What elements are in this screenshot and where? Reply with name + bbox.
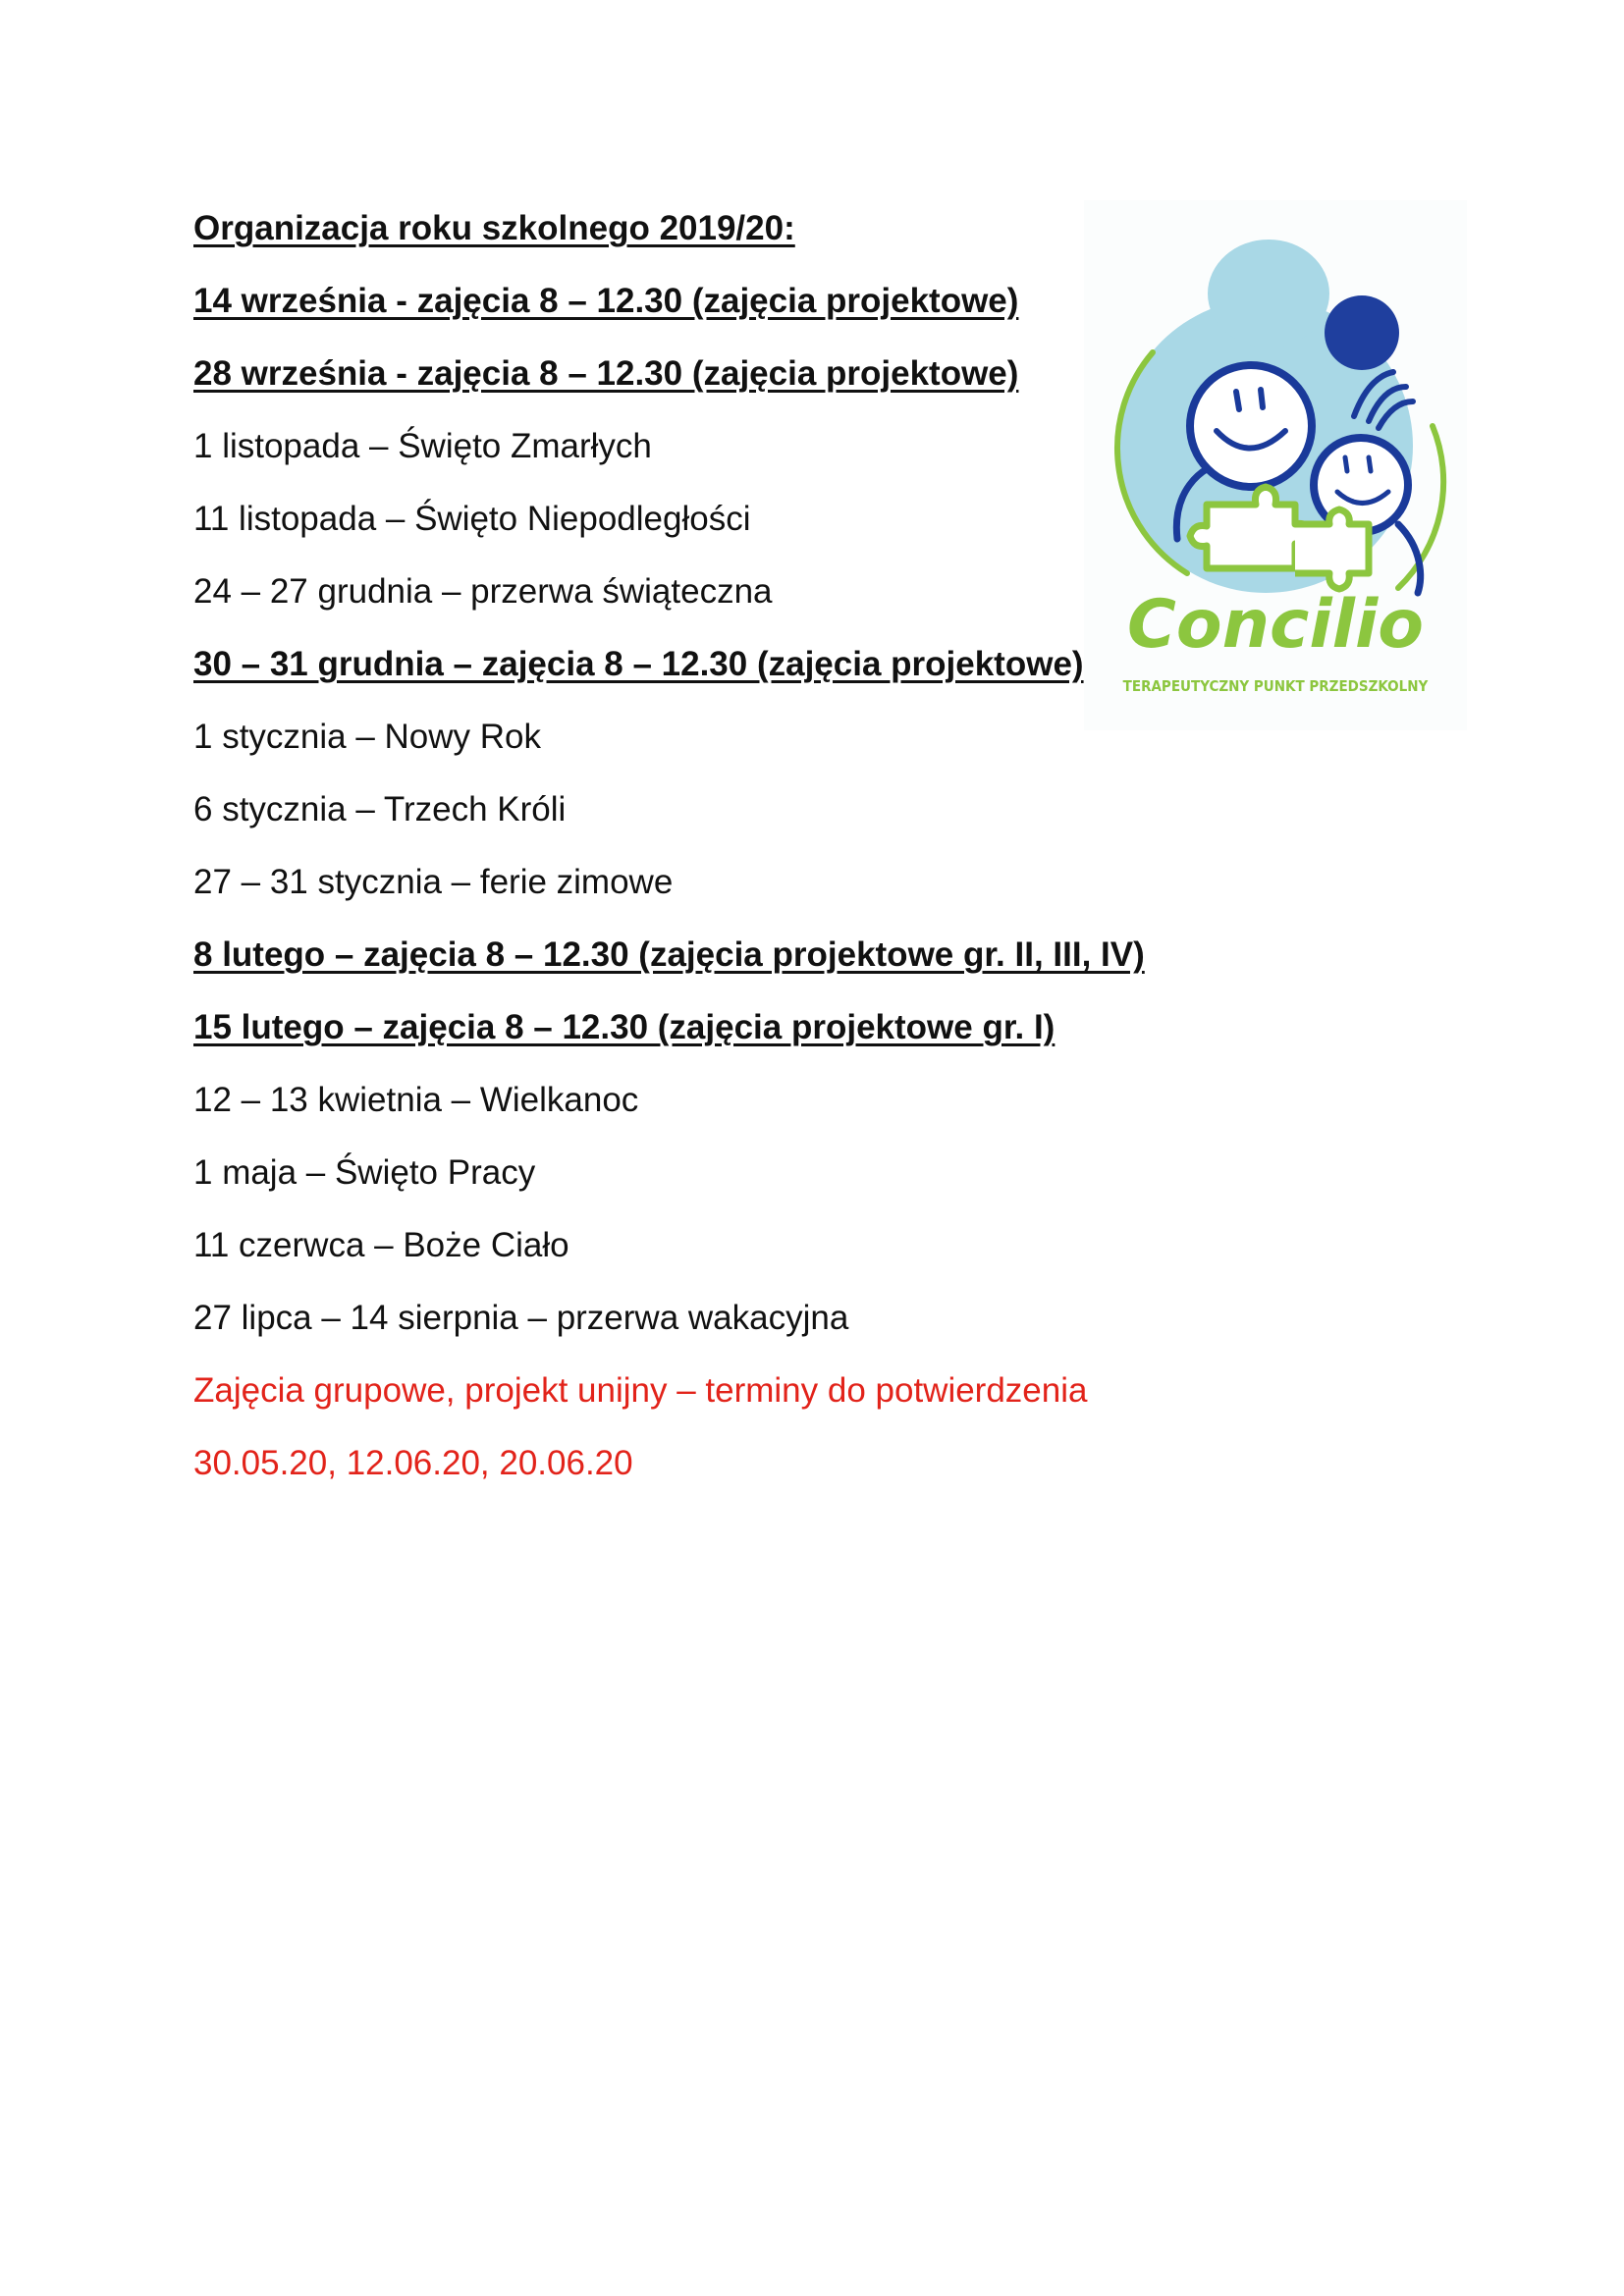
schedule-list xyxy=(193,192,1224,1500)
schedule-line: 30 – 31 grudnia – zajęcia 8 – 12.30 (zajęcia projektowe) xyxy=(193,645,1084,683)
schedule-line: 27 – 31 stycznia – ferie zimowe xyxy=(193,863,674,901)
schedule-line: Zajęcia grupowe, projekt unijny – terminy do potwierdzenia xyxy=(193,1371,1088,1410)
schedule-line: 1 maja – Święto Pracy xyxy=(193,1153,536,1192)
schedule-line: 12 – 13 kwietnia – Wielkanoc xyxy=(193,1081,639,1119)
schedule-line: 1 listopada – Święto Zmarłych xyxy=(193,427,652,465)
schedule-line: 30.05.20, 12.06.20, 20.06.20 xyxy=(193,1444,633,1482)
schedule-line: 15 lutego – zajęcia 8 – 12.30 (zajęcia projektowe gr. I) xyxy=(193,1008,1056,1046)
schedule-line: 14 września - zajęcia 8 – 12.30 (zajęcia projektowe) xyxy=(193,282,1019,320)
schedule-line: 8 lutego – zajęcia 8 – 12.30 (zajęcia projektowe gr. II, III, IV) xyxy=(193,935,1145,974)
schedule-line: 24 – 27 grudnia – przerwa świąteczna xyxy=(193,572,773,611)
concilio-logo xyxy=(1084,200,1467,730)
schedule-line: 11 listopada – Święto Niepodległości xyxy=(193,500,751,538)
schedule-line: 28 września - zajęcia 8 – 12.30 (zajęcia projektowe) xyxy=(193,354,1019,393)
schedule-line: 11 czerwca – Boże Ciało xyxy=(193,1226,569,1264)
schedule-line: Organizacja roku szkolnego 2019/20: xyxy=(193,209,795,247)
logo-tagline: TERAPEUTYCZNY PUNKT PRZEDSZKOLNY xyxy=(1122,677,1429,695)
schedule-line: 6 stycznia – Trzech Króli xyxy=(193,790,567,828)
two-children-puzzle-logo-icon xyxy=(1084,200,1467,730)
logo-name: Concilio xyxy=(1127,586,1424,664)
schedule-line: 27 lipca – 14 sierpnia – przerwa wakacyjna xyxy=(193,1299,849,1337)
schedule-line: 1 stycznia – Nowy Rok xyxy=(193,718,542,756)
